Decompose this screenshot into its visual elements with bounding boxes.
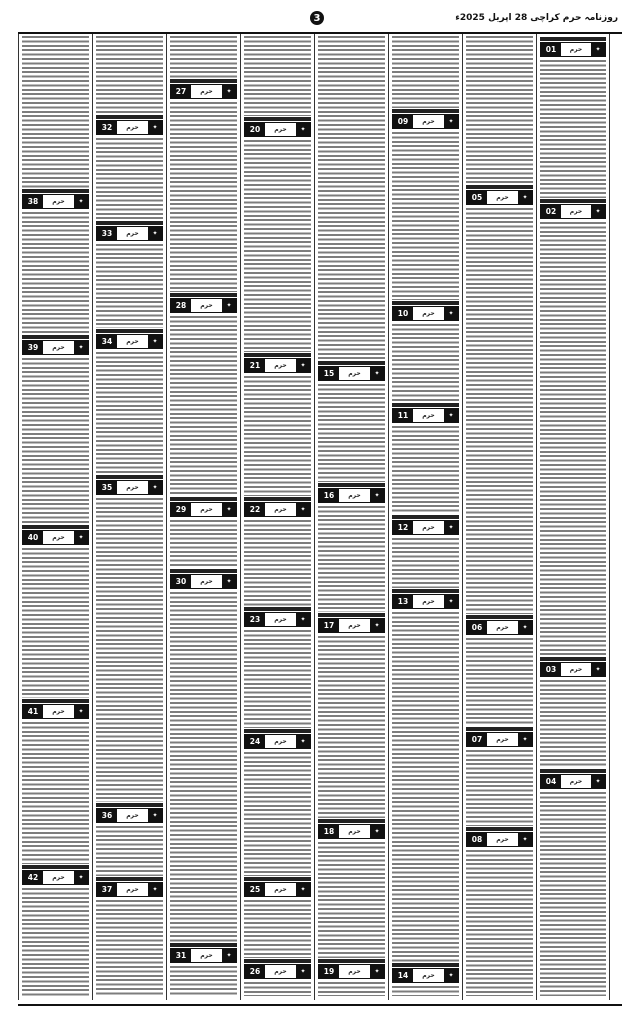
emblem-icon: ✦ bbox=[296, 503, 310, 516]
emblem-icon: ✦ bbox=[74, 705, 88, 718]
ad-number-box bbox=[392, 408, 459, 423]
emblem-icon: ✦ bbox=[444, 595, 458, 608]
ad-number-box bbox=[96, 882, 163, 897]
ad-number-box bbox=[392, 968, 459, 983]
ad-heading-rule bbox=[244, 497, 311, 501]
emblem-icon: ✦ bbox=[222, 949, 236, 962]
emblem-icon: ✦ bbox=[74, 195, 88, 208]
ad-number-box bbox=[22, 194, 89, 209]
ad-number: 29 bbox=[171, 503, 191, 516]
ad-label: حرم bbox=[126, 338, 139, 345]
classified-columns bbox=[18, 34, 622, 1000]
ad-label: حرم bbox=[422, 310, 435, 317]
ad-heading-rule bbox=[244, 117, 311, 121]
ad-heading-rule bbox=[318, 613, 385, 617]
ad-label: حرم bbox=[569, 778, 583, 785]
ad-label: حرم bbox=[348, 492, 361, 499]
emblem-icon: ✦ bbox=[296, 883, 310, 896]
ad-text-block bbox=[22, 548, 89, 698]
ad-text-block bbox=[466, 208, 533, 614]
ad-text-block bbox=[244, 900, 311, 958]
ad-number: 16 bbox=[319, 489, 339, 502]
ad-text-block bbox=[96, 36, 163, 114]
ad-number: 09 bbox=[393, 115, 413, 128]
ad-number: 06 bbox=[467, 621, 487, 634]
ad-number-box bbox=[170, 502, 237, 517]
ad-number: 27 bbox=[171, 85, 191, 98]
ad-label: حرم bbox=[200, 88, 213, 95]
ad-number: 34 bbox=[97, 335, 117, 348]
column-1 bbox=[536, 34, 610, 1000]
ad-text-block bbox=[170, 36, 237, 78]
ad-number-box bbox=[96, 334, 163, 349]
ad-text-block bbox=[170, 966, 237, 996]
ad-number-box bbox=[244, 882, 311, 897]
ad-label: حرم bbox=[126, 230, 139, 237]
emblem-icon: ✦ bbox=[518, 621, 532, 634]
ad-heading-rule bbox=[466, 727, 533, 731]
ad-number-box bbox=[466, 832, 533, 847]
emblem-icon: ✦ bbox=[518, 733, 532, 746]
ad-heading-rule bbox=[392, 301, 459, 305]
ad-text-block bbox=[318, 506, 385, 612]
ad-label: حرم bbox=[126, 124, 139, 131]
ad-number: 37 bbox=[97, 883, 117, 896]
ad-number: 04 bbox=[541, 775, 561, 788]
ad-number: 02 bbox=[541, 205, 561, 218]
ad-label: حرم bbox=[200, 952, 213, 959]
ad-heading-rule bbox=[22, 335, 89, 339]
ad-text-block bbox=[392, 132, 459, 300]
newspaper-page bbox=[18, 10, 622, 1010]
ad-number-box bbox=[540, 662, 606, 677]
ad-heading-rule bbox=[96, 221, 163, 225]
ad-label: حرم bbox=[569, 46, 583, 53]
emblem-icon: ✦ bbox=[296, 359, 310, 372]
ad-number: 41 bbox=[23, 705, 43, 718]
ad-label: حرم bbox=[496, 736, 509, 743]
column-5 bbox=[240, 34, 314, 1000]
ad-number-box bbox=[170, 84, 237, 99]
emblem-icon: ✦ bbox=[370, 367, 384, 380]
page-footer-rule bbox=[18, 1004, 622, 1006]
ad-number-box bbox=[540, 42, 606, 57]
ad-text-block bbox=[392, 612, 459, 962]
ad-number-box bbox=[392, 594, 459, 609]
ad-text-block bbox=[96, 498, 163, 802]
ad-number: 31 bbox=[171, 949, 191, 962]
ad-label: حرم bbox=[274, 738, 287, 745]
emblem-icon: ✦ bbox=[591, 205, 605, 218]
ad-text-block bbox=[392, 324, 459, 402]
ad-label: حرم bbox=[52, 874, 65, 881]
ad-number: 07 bbox=[467, 733, 487, 746]
emblem-icon: ✦ bbox=[222, 503, 236, 516]
ad-number-box bbox=[466, 620, 533, 635]
ad-heading-rule bbox=[540, 657, 606, 661]
emblem-icon: ✦ bbox=[518, 191, 532, 204]
ad-text-block bbox=[392, 538, 459, 588]
ad-number: 35 bbox=[97, 481, 117, 494]
ad-number-box bbox=[22, 340, 89, 355]
ad-text-block bbox=[244, 982, 311, 996]
ad-number: 23 bbox=[245, 613, 265, 626]
ad-number: 14 bbox=[393, 969, 413, 982]
emblem-icon: ✦ bbox=[148, 227, 162, 240]
ad-text-block bbox=[22, 888, 89, 996]
ad-text-block bbox=[318, 636, 385, 818]
ad-number-box bbox=[170, 948, 237, 963]
ad-number-box bbox=[96, 226, 163, 241]
masthead bbox=[18, 10, 622, 34]
ad-heading-rule bbox=[96, 877, 163, 881]
emblem-icon: ✦ bbox=[148, 121, 162, 134]
ad-text-block bbox=[22, 358, 89, 524]
column-6 bbox=[166, 34, 240, 1000]
ad-label: حرم bbox=[200, 302, 213, 309]
ad-text-block bbox=[170, 316, 237, 496]
ad-number-box bbox=[170, 574, 237, 589]
ad-text-block bbox=[392, 36, 459, 108]
ad-number: 11 bbox=[393, 409, 413, 422]
ad-number-box bbox=[392, 114, 459, 129]
ad-text-block bbox=[170, 520, 237, 568]
ad-label: حرم bbox=[496, 624, 509, 631]
emblem-icon: ✦ bbox=[74, 871, 88, 884]
ad-heading-rule bbox=[170, 79, 237, 83]
ad-label: حرم bbox=[348, 370, 361, 377]
ad-heading-rule bbox=[318, 361, 385, 365]
ad-text-block bbox=[540, 792, 606, 996]
emblem-icon: ✦ bbox=[591, 775, 605, 788]
ad-heading-rule bbox=[392, 589, 459, 593]
ad-label: حرم bbox=[274, 616, 287, 623]
ad-number-box bbox=[244, 612, 311, 627]
ad-heading-rule bbox=[318, 959, 385, 963]
ad-number-box bbox=[466, 190, 533, 205]
emblem-icon: ✦ bbox=[148, 883, 162, 896]
ad-number-box bbox=[392, 306, 459, 321]
ad-brand: حرم bbox=[562, 13, 582, 23]
ad-text-block bbox=[392, 426, 459, 514]
ad-heading-rule bbox=[392, 963, 459, 967]
emblem-icon: ✦ bbox=[296, 965, 310, 978]
emblem-icon: ✦ bbox=[74, 341, 88, 354]
emblem-icon: ✦ bbox=[148, 809, 162, 822]
ad-text-block bbox=[318, 982, 385, 996]
emblem-icon: ✦ bbox=[148, 481, 162, 494]
column-3 bbox=[388, 34, 462, 1000]
ad-heading-rule bbox=[244, 959, 311, 963]
ad-label: حرم bbox=[126, 812, 139, 819]
ad-heading-rule bbox=[392, 109, 459, 113]
emblem-icon: ✦ bbox=[591, 43, 605, 56]
ad-heading-rule bbox=[318, 819, 385, 823]
ad-number: 05 bbox=[467, 191, 487, 204]
ad-text-block bbox=[96, 138, 163, 220]
ad-heading-rule bbox=[22, 699, 89, 703]
emblem-icon: ✦ bbox=[444, 521, 458, 534]
ad-number-box bbox=[244, 734, 311, 749]
ad-number: 13 bbox=[393, 595, 413, 608]
ad-label: حرم bbox=[126, 484, 139, 491]
column-4 bbox=[314, 34, 388, 1000]
emblem-icon: ✦ bbox=[444, 969, 458, 982]
column-8 bbox=[18, 34, 92, 1000]
ad-number-box bbox=[244, 502, 311, 517]
emblem-icon: ✦ bbox=[444, 409, 458, 422]
ad-number: 33 bbox=[97, 227, 117, 240]
ad-number: 42 bbox=[23, 871, 43, 884]
ad-heading-rule bbox=[96, 475, 163, 479]
ad-number: 12 bbox=[393, 521, 413, 534]
ad-number: 18 bbox=[319, 825, 339, 838]
ad-text-block bbox=[540, 60, 606, 198]
ad-label: حرم bbox=[569, 208, 583, 215]
ad-text-block bbox=[244, 140, 311, 352]
ad-label: حرم bbox=[422, 598, 435, 605]
ad-label: حرم bbox=[274, 968, 287, 975]
ad-heading-rule bbox=[22, 189, 89, 193]
emblem-icon: ✦ bbox=[222, 575, 236, 588]
ad-label: حرم bbox=[200, 578, 213, 585]
ad-number: 30 bbox=[171, 575, 191, 588]
ad-number: 10 bbox=[393, 307, 413, 320]
emblem-icon: ✦ bbox=[370, 489, 384, 502]
ad-number: 03 bbox=[541, 663, 561, 676]
ad-text-block bbox=[170, 592, 237, 942]
ad-label: حرم bbox=[348, 968, 361, 975]
ad-text-block bbox=[244, 376, 311, 496]
emblem-icon: ✦ bbox=[370, 965, 384, 978]
ad-number-box bbox=[318, 488, 385, 503]
ad-heading-rule bbox=[96, 803, 163, 807]
ad-text-block bbox=[22, 36, 89, 188]
ad-label: حرم bbox=[200, 506, 213, 513]
emblem-icon: ✦ bbox=[591, 663, 605, 676]
ad-heading-rule bbox=[540, 769, 606, 773]
emblem-icon: ✦ bbox=[148, 335, 162, 348]
ad-text-block bbox=[96, 244, 163, 328]
ad-number: 28 bbox=[171, 299, 191, 312]
ad-number: 08 bbox=[467, 833, 487, 846]
ad-label: حرم bbox=[52, 198, 65, 205]
emblem-icon: ✦ bbox=[74, 531, 88, 544]
ad-text-block bbox=[244, 36, 311, 116]
ad-number-box bbox=[540, 774, 606, 789]
ad-label: حرم bbox=[52, 344, 65, 351]
ad-heading-rule bbox=[96, 329, 163, 333]
ad-text-block bbox=[244, 630, 311, 728]
ad-text-block bbox=[392, 986, 459, 996]
ad-number-box bbox=[96, 120, 163, 135]
emblem-icon: ✦ bbox=[370, 619, 384, 632]
ad-number: 24 bbox=[245, 735, 265, 748]
ad-number-box bbox=[22, 530, 89, 545]
ad-label: حرم bbox=[569, 666, 583, 673]
ad-number: 01 bbox=[541, 43, 561, 56]
ad-label: حرم bbox=[126, 886, 139, 893]
ad-number: 17 bbox=[319, 619, 339, 632]
ad-label: حرم bbox=[274, 126, 287, 133]
ad-heading-rule bbox=[22, 865, 89, 869]
ad-label: حرم bbox=[274, 362, 287, 369]
ad-text-block bbox=[466, 750, 533, 826]
ad-number-box bbox=[96, 808, 163, 823]
ad-heading-rule bbox=[170, 497, 237, 501]
ad-text-block bbox=[466, 36, 533, 184]
ad-text-block bbox=[244, 752, 311, 876]
ad-number-box bbox=[244, 964, 311, 979]
ad-heading-rule bbox=[540, 199, 606, 203]
ad-heading-rule bbox=[318, 483, 385, 487]
ad-label: حرم bbox=[274, 506, 287, 513]
ad-text-block bbox=[244, 520, 311, 606]
ad-number-box bbox=[318, 964, 385, 979]
ad-label: حرم bbox=[52, 534, 65, 541]
dateline bbox=[455, 13, 618, 23]
ad-label: حرم bbox=[348, 828, 361, 835]
ad-text-block bbox=[318, 842, 385, 958]
ad-number: 19 bbox=[319, 965, 339, 978]
ad-number-box bbox=[540, 204, 606, 219]
ad-number-box bbox=[466, 732, 533, 747]
emblem-icon: ✦ bbox=[370, 825, 384, 838]
emblem-icon: ✦ bbox=[222, 299, 236, 312]
ad-text-block bbox=[466, 850, 533, 996]
ad-heading-rule bbox=[540, 37, 606, 41]
ad-label: حرم bbox=[422, 412, 435, 419]
ad-heading-rule bbox=[392, 403, 459, 407]
ad-number-box bbox=[170, 298, 237, 313]
ad-label: حرم bbox=[496, 194, 509, 201]
ad-label: حرم bbox=[348, 622, 361, 629]
page-number: 3 bbox=[310, 11, 324, 25]
ad-label: حرم bbox=[274, 886, 287, 893]
ad-heading-rule bbox=[170, 293, 237, 297]
ad-number: 38 bbox=[23, 195, 43, 208]
ad-heading-rule bbox=[244, 607, 311, 611]
ad-number: 15 bbox=[319, 367, 339, 380]
ad-number-box bbox=[318, 366, 385, 381]
ad-text-block bbox=[540, 680, 606, 768]
issue-date: 28 اپریل 2025ء bbox=[455, 13, 528, 23]
emblem-icon: ✦ bbox=[296, 735, 310, 748]
ad-text-block bbox=[318, 36, 385, 360]
ad-heading-rule bbox=[170, 943, 237, 947]
ad-text-block bbox=[96, 352, 163, 474]
emblem-icon: ✦ bbox=[518, 833, 532, 846]
city-name: کراچی bbox=[530, 13, 560, 23]
ad-label: حرم bbox=[496, 836, 509, 843]
ad-heading-rule bbox=[466, 615, 533, 619]
ad-text-block bbox=[540, 222, 606, 656]
ad-number-box bbox=[22, 870, 89, 885]
brand-name: روزنامہ bbox=[584, 13, 618, 23]
ad-number: 32 bbox=[97, 121, 117, 134]
ad-text-block bbox=[466, 638, 533, 726]
emblem-icon: ✦ bbox=[444, 115, 458, 128]
ad-heading-rule bbox=[244, 353, 311, 357]
emblem-icon: ✦ bbox=[222, 85, 236, 98]
emblem-icon: ✦ bbox=[296, 123, 310, 136]
ad-label: حرم bbox=[422, 524, 435, 531]
ad-text-block bbox=[96, 826, 163, 876]
ad-heading-rule bbox=[244, 877, 311, 881]
emblem-icon: ✦ bbox=[444, 307, 458, 320]
ad-text-block bbox=[96, 900, 163, 996]
ad-number: 39 bbox=[23, 341, 43, 354]
ad-label: حرم bbox=[422, 118, 435, 125]
ad-number-box bbox=[244, 122, 311, 137]
ad-number: 20 bbox=[245, 123, 265, 136]
ad-number: 36 bbox=[97, 809, 117, 822]
column-2 bbox=[462, 34, 536, 1000]
ad-number-box bbox=[392, 520, 459, 535]
emblem-icon: ✦ bbox=[296, 613, 310, 626]
ad-number-box bbox=[244, 358, 311, 373]
ad-text-block bbox=[22, 722, 89, 864]
ad-label: حرم bbox=[52, 708, 65, 715]
ad-number: 22 bbox=[245, 503, 265, 516]
ad-number: 21 bbox=[245, 359, 265, 372]
ad-text-block bbox=[170, 102, 237, 292]
ad-number-box bbox=[22, 704, 89, 719]
ad-heading-rule bbox=[466, 185, 533, 189]
column-7 bbox=[92, 34, 166, 1000]
ad-heading-rule bbox=[170, 569, 237, 573]
ad-number-box bbox=[96, 480, 163, 495]
ad-text-block bbox=[22, 212, 89, 334]
ad-heading-rule bbox=[96, 115, 163, 119]
ad-number: 25 bbox=[245, 883, 265, 896]
ad-number-box bbox=[318, 618, 385, 633]
ad-heading-rule bbox=[466, 827, 533, 831]
ad-heading-rule bbox=[244, 729, 311, 733]
ad-number: 26 bbox=[245, 965, 265, 978]
ad-number: 40 bbox=[23, 531, 43, 544]
ad-heading-rule bbox=[22, 525, 89, 529]
ad-label: حرم bbox=[422, 972, 435, 979]
ad-number-box bbox=[318, 824, 385, 839]
ad-heading-rule bbox=[392, 515, 459, 519]
ad-text-block bbox=[318, 384, 385, 482]
